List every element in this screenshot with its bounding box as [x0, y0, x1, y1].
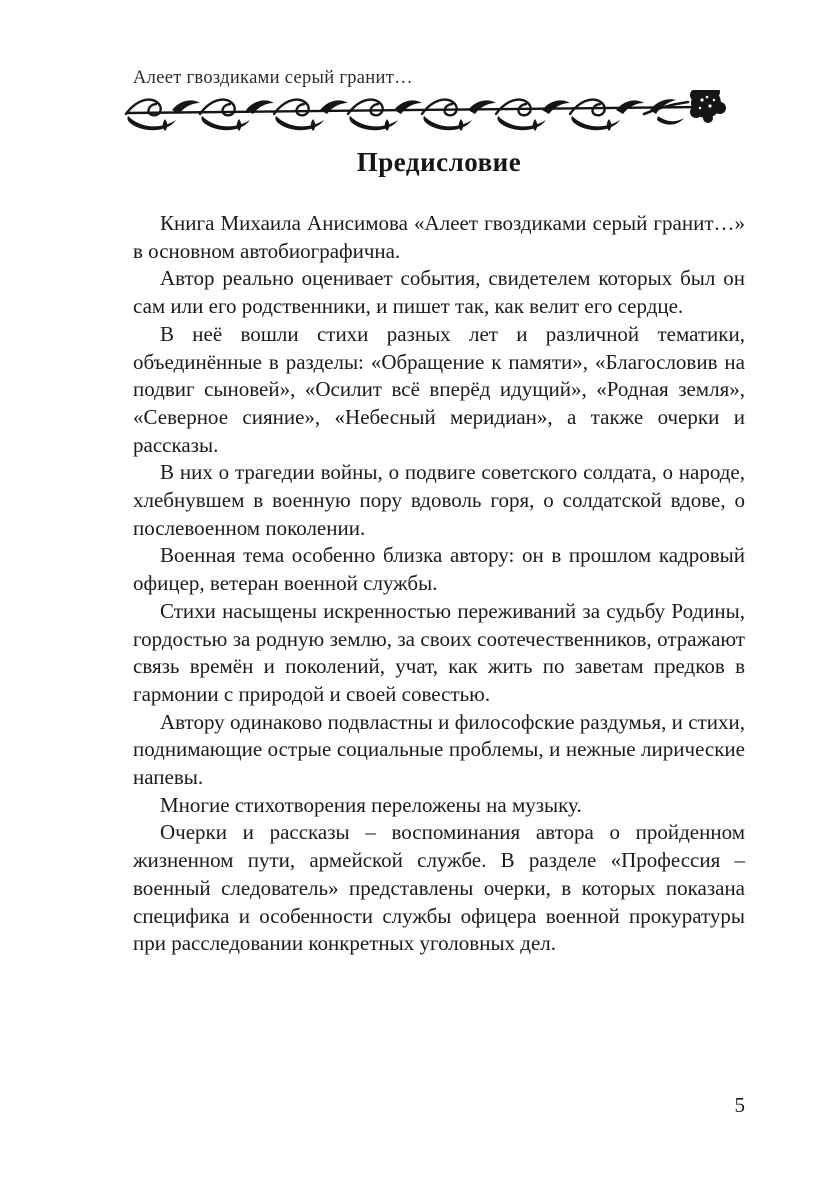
running-header: Алеет гвоздиками серый гранит… [133, 68, 413, 88]
paragraph: В неё вошли стихи разных лет и различной тематики, объединённые в разделы: «Обращение к памяти», «Благословив на подвиг сыновей», «Осилит всё вперёд идущий», «Родная земля», «Северное сияние», «Небесный меридиан», а также очерки и рассказы. [133, 321, 745, 457]
paragraph: Многие стихотворения переложены на музыку. [160, 792, 582, 817]
paragraph: Стихи насыщены искренностью переживаний за судьбу Родины, гордостью за родную землю, за своих соотечественников, отражают связь времён и поколений, учат, как жить по заветам предков в гармонии с природой и своей совестью. [133, 598, 745, 706]
paragraph: Очерки и рассказы – воспоминания автора о пройденном жизненном пути, армейской службе. В разделе «Профессия – военный следователь» представлены очерки, в которых показана специфика и особенности службы офицера военной прокуратуры при расследовании конкретных уголовных дел. [133, 820, 745, 956]
paragraph: В них о трагедии войны, о подвиге советского солдата, о народе, хлебнувшем в военную пору вдоволь горя, о солдатской вдове, о послевоенном поколении. [133, 460, 745, 540]
paragraph: Книга Михаила Анисимова «Алеет гвоздиками серый гранит…» в основном автобиографична. [133, 211, 745, 263]
page-number: 5 [734, 1093, 745, 1117]
paragraph: Автору одинаково подвластны и философские раздумья, и стихи, поднимающие острые социальные проблемы, и нежные лирические напевы. [133, 709, 745, 790]
paragraph: Военная тема особенно близка автору: он в прошлом кадровый офицер, ветеран военной службы. [133, 543, 745, 596]
ornament-rule-line [127, 107, 702, 113]
body-text [133, 210, 745, 958]
vine-ornament-divider [124, 90, 742, 138]
paragraph: Автор реально оценивает события, свидетелем которых был он сам или его родственники, и пишет так, как велит его сердце. [133, 266, 745, 319]
page-title: Предисловие [356, 147, 522, 177]
